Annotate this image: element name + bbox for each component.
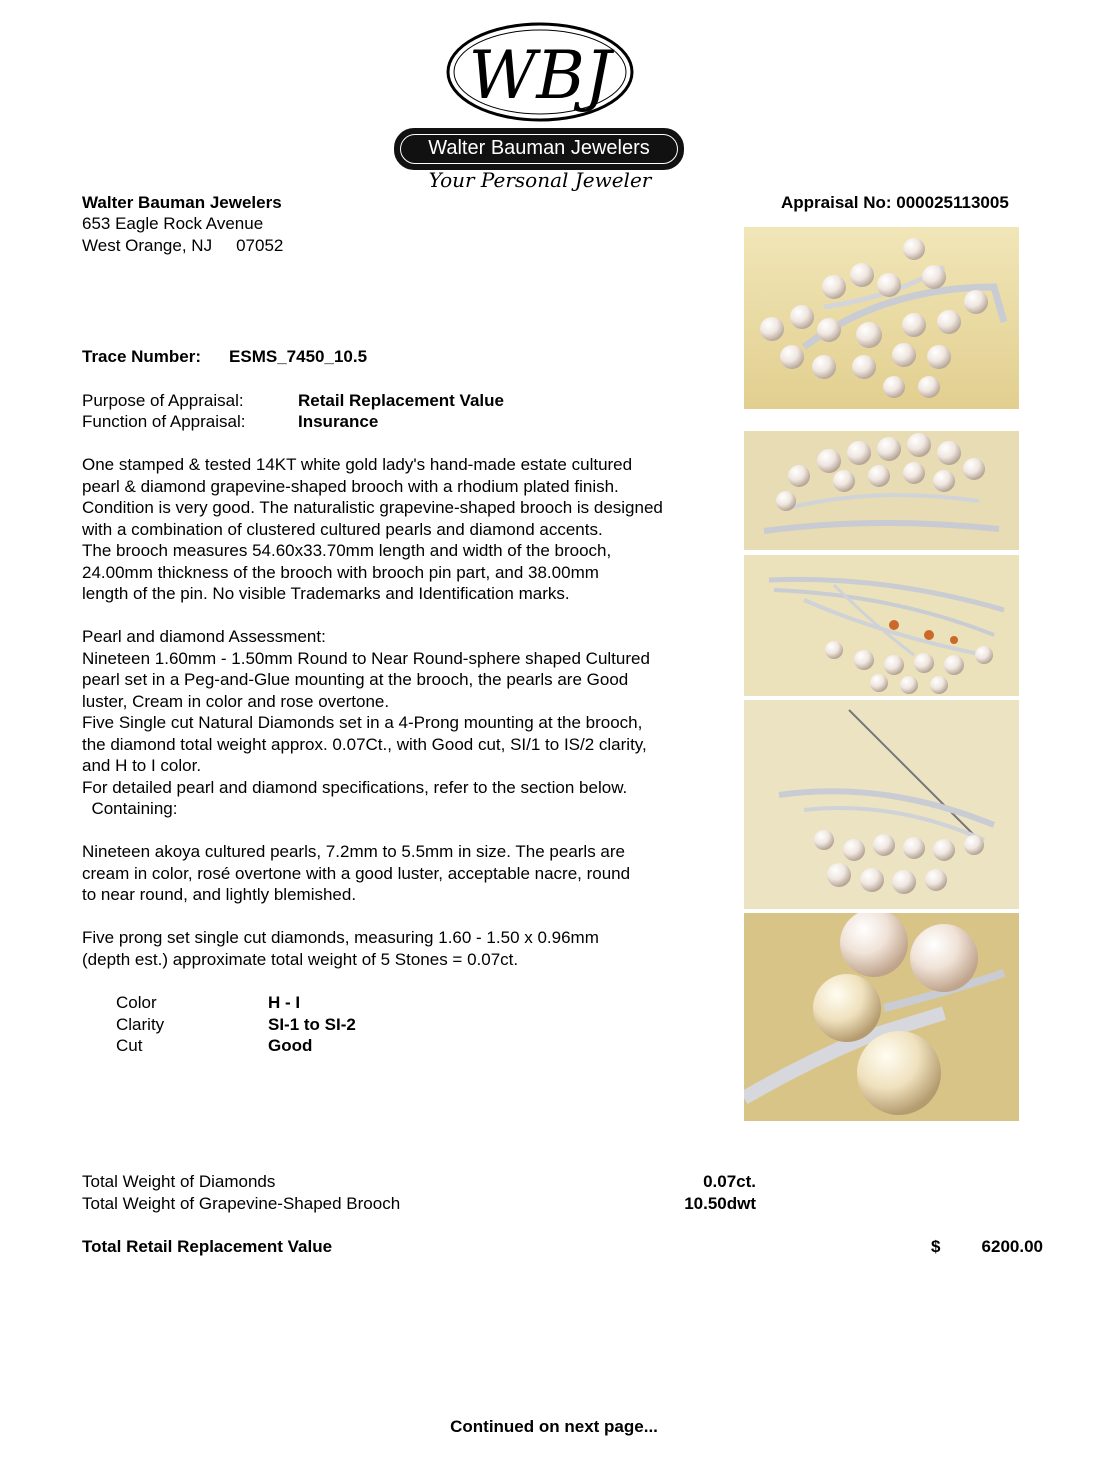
assessment-line: Containing: xyxy=(82,799,178,818)
grades-table xyxy=(116,992,356,1057)
grade-row-color xyxy=(116,992,301,1014)
description-line: with a combination of clustered cultured pearls and diamond accents. xyxy=(82,519,603,539)
total-diamonds-label: Total Weight of Diamonds xyxy=(82,1172,276,1191)
description-line: pearl & diamond grapevine-shaped brooch with a rhodium plated finish. xyxy=(82,476,619,496)
grade-row-clarity xyxy=(116,1014,356,1036)
diamonds-line: (depth est.) approximate total weight of 5 Stones = 0.07ct. xyxy=(82,949,519,969)
total-retail-value: 6200.00 xyxy=(981,1237,1043,1256)
assessment-line: and H to I color. xyxy=(82,756,202,775)
brooch-photo-pin xyxy=(744,700,1019,909)
grade-label: Cut xyxy=(116,1036,143,1055)
continued-note: Continued on next page... xyxy=(450,1417,658,1436)
brooch-photo-top xyxy=(744,227,1019,409)
assessment-line: Nineteen 1.60mm - 1.50mm Round to Near Round-sphere shaped Cultured xyxy=(82,648,650,668)
purpose-label: Purpose of Appraisal: xyxy=(82,391,244,410)
city-state: West Orange, NJ xyxy=(82,236,213,255)
description-line: length of the pin. No visible Trademarks and Identification marks. xyxy=(82,584,570,603)
logo-banner xyxy=(394,128,684,170)
description-line: 24.00mm thickness of the brooch with brooch pin part, and 38.00mm xyxy=(82,562,599,582)
company-city xyxy=(82,235,283,257)
diamonds-line: Five prong set single cut diamonds, measuring 1.60 - 1.50 x 0.96mm xyxy=(82,928,599,947)
appraisal-number-label: Appraisal No: xyxy=(781,193,892,212)
pearls-line: Nineteen akoya cultured pearls, 7.2mm to 5.5mm in size. The pearls are xyxy=(82,842,626,861)
company-address: 653 Eagle Rock Avenue xyxy=(82,214,264,233)
description-line: One stamped & tested 14KT white gold lady's hand-made estate cultured xyxy=(82,455,633,474)
function-label: Function of Appraisal: xyxy=(82,412,246,431)
grade-label: Color xyxy=(116,993,157,1012)
description-line: The brooch measures 54.60x33.70mm length and width of the brooch, xyxy=(82,541,612,560)
brooch-photo-closeup xyxy=(744,913,1019,1121)
assessment-line: For detailed pearl and diamond specifications, refer to the section below. xyxy=(82,777,628,797)
item-description xyxy=(82,454,663,605)
total-diamonds-value: 0.07ct. xyxy=(703,1172,756,1191)
function-row xyxy=(82,411,245,433)
currency-symbol: $ xyxy=(931,1237,941,1256)
assessment-line: luster, Cream in color and rose overtone. xyxy=(82,691,390,711)
description-line: Condition is very good. The naturalistic grapevine-shaped brooch is designed xyxy=(82,498,663,517)
assessment-line: Pearl and diamond Assessment: xyxy=(82,627,326,646)
monogram-text: WBJ xyxy=(468,37,612,114)
purpose-value: Retail Replacement Value xyxy=(298,391,504,410)
grade-label: Clarity xyxy=(116,1014,165,1034)
brooch-photo-back xyxy=(744,555,1019,696)
trace-number xyxy=(82,346,367,368)
logo-tagline: Your Personal Jeweler xyxy=(428,168,652,192)
company-name: Walter Bauman Jewelers xyxy=(82,193,282,212)
company-logo xyxy=(390,20,690,192)
total-brooch-label: Total Weight of Grapevine-Shaped Brooch xyxy=(82,1194,401,1213)
grade-value: SI-1 to SI-2 xyxy=(268,1014,356,1034)
wbj-monogram xyxy=(390,20,690,125)
zip-code: 07052 xyxy=(236,236,284,255)
assessment-line: the diamond total weight approx. 0.07Ct., with Good cut, SI/1 to IS/2 clarity, xyxy=(82,734,647,754)
assessment-line: pearl set in a Peg-and-Glue mounting at the brooch, the pearls are Good xyxy=(82,670,629,689)
grade-value: H - I xyxy=(268,993,301,1012)
logo-banner-text: Walter Bauman Jewelers xyxy=(400,134,678,164)
diamonds-description xyxy=(82,927,599,970)
assessment-line: Five Single cut Natural Diamonds set in a 4-Prong mounting at the brooch, xyxy=(82,713,643,732)
function-value: Insurance xyxy=(298,412,379,431)
trace-value: ESMS_7450_10.5 xyxy=(229,347,368,366)
total-retail-label: Total Retail Replacement Value xyxy=(82,1237,333,1256)
appraisal-number-value: 000025113005 xyxy=(896,193,1009,212)
grade-value: Good xyxy=(268,1036,313,1055)
grade-row-cut xyxy=(116,1035,313,1057)
appraisal-number xyxy=(781,192,1009,214)
pearls-line: to near round, and lightly blemished. xyxy=(82,885,357,904)
pearls-line: cream in color, rosé overtone with a good luster, acceptable nacre, round xyxy=(82,863,631,883)
pearl-diamond-assessment xyxy=(82,626,650,820)
trace-label: Trace Number: xyxy=(82,347,202,366)
total-brooch-value: 10.50dwt xyxy=(684,1194,756,1213)
brooch-photo-side xyxy=(744,431,1019,550)
pearls-description xyxy=(82,841,630,906)
purpose-row xyxy=(82,390,244,412)
